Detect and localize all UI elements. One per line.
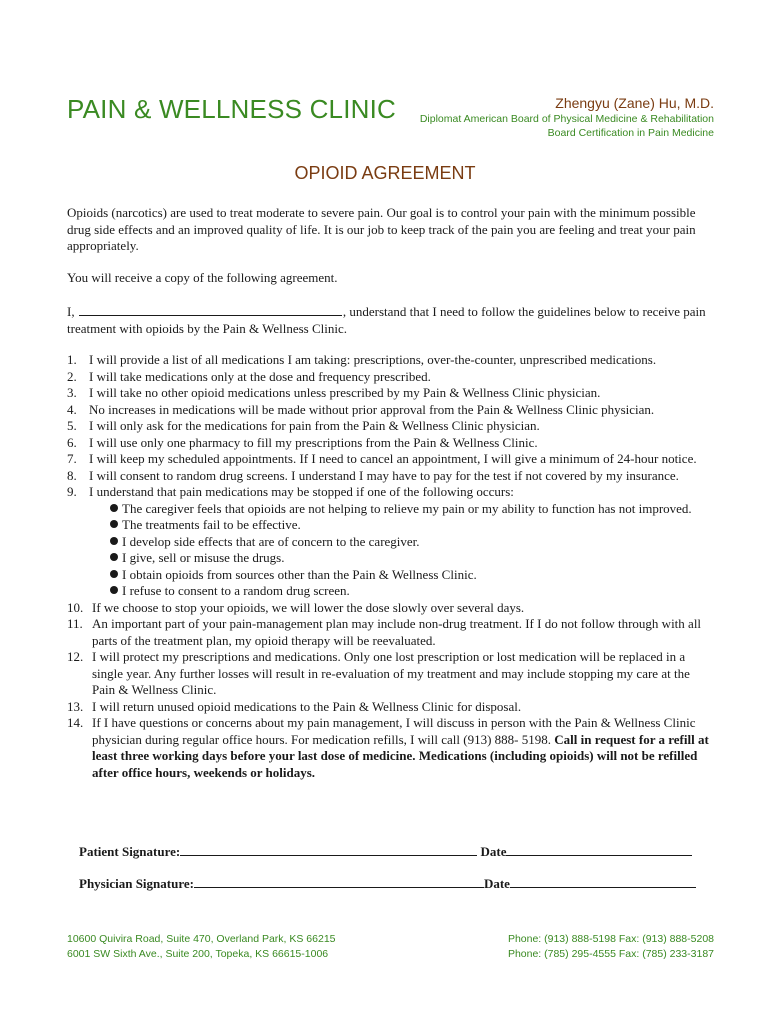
- physician-date-label: Date: [483, 876, 510, 891]
- rule-text: I will return unused opioid medications to the Pain & Wellness Clinic for disposal.: [92, 698, 522, 714]
- bullet-icon: [110, 520, 118, 528]
- rule-text: I will take medications only at the dose and frequency prescribed.: [89, 368, 431, 384]
- doctor-info: [420, 94, 714, 140]
- rule-number: 12.: [67, 649, 84, 664]
- doctor-name: Zhengyu (Zane) Hu, M.D.: [555, 95, 714, 111]
- rule-number: 9.: [67, 484, 77, 499]
- rule-item: [67, 484, 715, 600]
- agreement-rules-list: [67, 352, 715, 781]
- bullet-icon: [110, 553, 118, 561]
- rule-text: I will consent to random drug screens. I understand I may have to pay for the test if not covered by my insurance.: [89, 467, 679, 483]
- rule-text: An important part of your pain-management plan may include non-drug treatment. If I do not follow through with all parts of the treatment plan, my opioid therapy will be reevaluated.: [92, 616, 702, 648]
- copy-notice: You will receive a copy of the following agreement.: [67, 270, 338, 285]
- bullet-icon: [110, 570, 118, 578]
- stop-reason-item: [110, 583, 715, 600]
- bullet-icon: [110, 537, 118, 545]
- refill-policy-text: Call in request for a refill at least three working days before your last dose of medicine. Medications (including opioids) will not be refilled after office hours, weekends or holidays.: [92, 731, 709, 780]
- stop-reason-item: [110, 567, 715, 584]
- physician-signature-line[interactable]: [194, 875, 484, 888]
- rule-text: I will only ask for the medications for pain from the Pain & Wellness Clinic physician.: [89, 418, 540, 433]
- rule-number: 8.: [67, 467, 77, 483]
- rule-number: 13.: [67, 698, 84, 714]
- footer-addresses: [67, 932, 336, 961]
- physician-signature-label: Physician Signature:: [79, 876, 194, 891]
- rule-text: I understand that pain medications may be stopped if one of the following occurs:: [89, 484, 514, 499]
- bullet-icon: [110, 504, 118, 512]
- clinic-name: PAIN & WELLNESS CLINIC: [67, 94, 397, 124]
- bullet-icon: [110, 586, 118, 594]
- rule-item: [67, 468, 715, 485]
- stop-reason-text: I obtain opioids from sources other than the Pain & Wellness Clinic.: [122, 566, 477, 582]
- page-title: OPIOID AGREEMENT: [294, 163, 476, 183]
- rule-number: 11.: [67, 616, 83, 631]
- rule-item: [67, 649, 715, 699]
- rule-item: [67, 369, 715, 386]
- rule-text: I will provide a list of all medications I am taking: prescriptions, over-the-counter, unprescribed medications.: [89, 352, 657, 367]
- patient-signature-row: [79, 843, 692, 860]
- patient-name-blank[interactable]: [79, 303, 342, 316]
- stop-reason-item: [110, 501, 715, 518]
- address-overland-park: 10600 Quivira Road, Suite 470, Overland Park, KS 66215: [67, 933, 336, 945]
- pledge-paragraph: [67, 303, 715, 337]
- patient-date-line[interactable]: [506, 843, 692, 856]
- rule-text: If we choose to stop your opioids, we will lower the dose slowly over several days.: [92, 599, 525, 615]
- stop-reason-item: [110, 550, 715, 567]
- rule-number: 6.: [67, 434, 77, 450]
- rule-text: No increases in medications will be made without prior approval from the Pain & Wellness Clinic physician.: [89, 401, 655, 417]
- patient-signature-line[interactable]: [180, 843, 477, 856]
- rule-number: 1.: [67, 352, 77, 367]
- rule-text: I will keep my scheduled appointments. If I need to cancel an appointment, I will give a minimum of 24-hour notice.: [89, 451, 697, 466]
- physician-signature-row: [79, 875, 696, 892]
- address-topeka: 6001 SW Sixth Ave., Suite 200, Topeka, KS 66615-1006: [67, 947, 329, 960]
- stop-reason-item: [110, 517, 715, 534]
- stop-reason-text: I give, sell or misuse the drugs.: [122, 550, 285, 565]
- rule-text: I will protect my prescriptions and medications. Only one lost prescription or lost medication will be replaced in a single year. Any further losses will result in re-evaluation of my treatment and may include stopping my care at the Pain & Wellness Clinic.: [92, 649, 690, 697]
- stop-reason-text: The caregiver feels that opioids are not helping to relieve my pain or my ability to function has not improved.: [122, 500, 692, 516]
- rule-text: If I have questions or concerns about my pain management, I will discuss in person with the Pain & Wellness Clinic physician during regular office hours. For medication refills, I will call (913) 888- 5198.: [92, 715, 696, 747]
- rule-item: [67, 402, 715, 419]
- rule-text: I will use only one pharmacy to fill my prescriptions from the Pain & Wellness Clinic.: [89, 434, 538, 450]
- rule-number: 4.: [67, 401, 77, 417]
- rule-item: [67, 435, 715, 452]
- rule-number: 5.: [67, 418, 77, 433]
- footer-phones: [508, 932, 714, 961]
- rule-item: [67, 385, 715, 402]
- rule-item: [67, 600, 715, 617]
- stop-reason-text: I refuse to consent to a random drug screen.: [122, 583, 350, 598]
- pledge-end: , understand that I need to follow the guidelines below to receive pain treatment with opioids by the Pain & Wellness Clinic.: [67, 304, 706, 336]
- rule-item: [67, 699, 715, 716]
- intro-paragraph: Opioids (narcotics) are used to treat moderate to severe pain. Our goal is to control your pain with the minimum possible drug side effects and an improved quality of life. It is our job to keep track of the pain you are feeling and treat your pain appropriately.: [67, 205, 696, 253]
- rule-number: 7.: [67, 451, 77, 466]
- patient-signature-label: Patient Signature:: [79, 844, 181, 859]
- stop-reason-text: The treatments fail to be effective.: [122, 517, 301, 532]
- rule-item: [67, 352, 715, 369]
- rule-item: [67, 715, 715, 781]
- stop-reasons-list: [89, 501, 715, 600]
- stop-reason-item: [110, 534, 715, 551]
- patient-date-label: Date: [480, 844, 507, 859]
- phone-overland-park: Phone: (913) 888-5198 Fax: (913) 888-5208: [507, 933, 714, 945]
- doctor-credential-board: Diplomat American Board of Physical Medicine & Rehabilitation: [419, 113, 714, 125]
- rule-item: [67, 616, 715, 649]
- rule-number: 2.: [67, 368, 77, 384]
- rule-number: 10.: [67, 599, 84, 615]
- rule-item: [67, 451, 715, 468]
- phone-topeka: Phone: (785) 295-4555 Fax: (785) 233-3187: [507, 947, 714, 960]
- pledge-start: I,: [67, 304, 75, 319]
- rule-number: 3.: [67, 385, 77, 400]
- rule-text: I will take no other opioid medications unless prescribed by my Pain & Wellness Clinic physician.: [89, 385, 601, 400]
- rule-number: 14.: [67, 715, 84, 730]
- physician-date-line[interactable]: [510, 875, 696, 888]
- doctor-credential-pain: Board Certification in Pain Medicine: [547, 127, 714, 139]
- stop-reason-text: I develop side effects that are of concern to the caregiver.: [122, 533, 420, 549]
- rule-item: [67, 418, 715, 435]
